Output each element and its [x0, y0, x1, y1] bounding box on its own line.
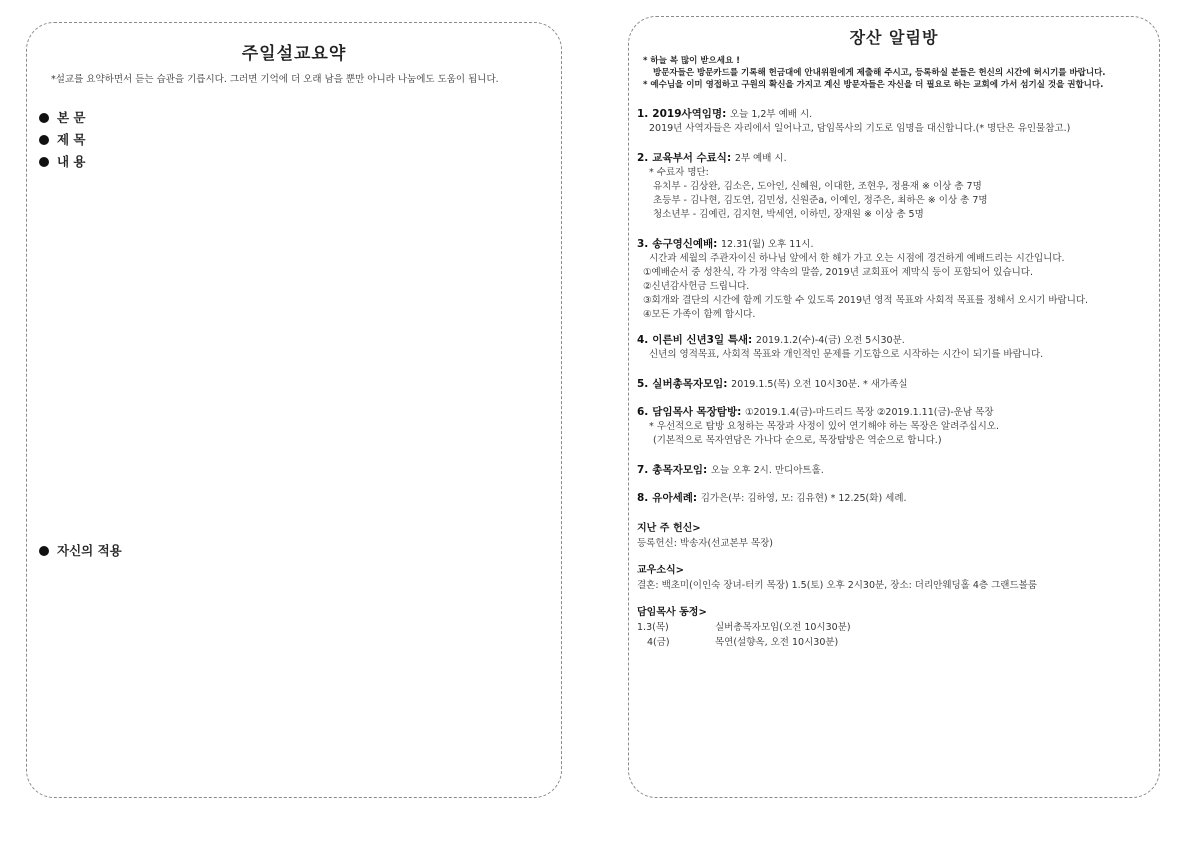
- bullet-dot-icon: [39, 113, 49, 123]
- offering-block: 지난 주 헌신> 등록헌신: 박송자(선교본부 목장): [637, 523, 773, 549]
- announcement-item: 3. 송구영신예배: 12.31(월) 오후 11시. 시간과 세월의 주관자이신 하나님 앞에서 한 해가 가고 오는 시점에 경건하게 예배드리는 시간입니다. ①예배순서 중 성찬식, 각 가정 약속의 말씀, 2019년 교회표어 제막식 등이 포함되어 있습니다. ②신년감사헌금 드립니다. ③회개와 결단의 시간에 함께 기도할 수 있도록 2019년 영적 목표와 사회적 목표를 정해서 오시기 바랍니다. ④모든 가족이 함께 합시다.: [637, 238, 1089, 320]
- bullet-application: 자신의 적용: [39, 541, 122, 559]
- bullet-dot-icon: [39, 135, 49, 145]
- announcement-item: 8. 유아세례: 김가은(부: 김하영, 모: 김유현) * 12.25(화) 세례.: [637, 492, 907, 504]
- bullet-scripture: 본 문: [39, 107, 86, 129]
- sermon-bullet-list: [39, 107, 86, 173]
- announcement-item: 6. 담임목사 목장탐방: ①2019.1.4(금)-마드리드 목장 ②2019.1.11(금)-운남 목장 * 우선적으로 탐방 요청하는 목장과 사정이 있어 연기해야 하는 목장은 알려주십시오. (기본적으로 목자연담은 가나다 순으로, 목장탐방은 역순으로 합니다.): [637, 406, 999, 446]
- sermon-summary-title: 주일설교요약: [241, 44, 347, 64]
- bullet-dot-icon: [39, 157, 49, 167]
- schedule-row: 4(금) 목연(설향옥, 오전 10시30분): [647, 637, 839, 648]
- announcement-item: 2. 교육부서 수료식: 2부 예배 시. * 수료자 명단: 유치부 - 김상완, 김소은, 도아인, 신혜원, 이대한, 조현우, 정용재 ※ 이상 총 7명 초등부 - 김나현, 김도연, 김민성, 신원준a, 이예인, 정주은, 최하은 ※ 이상 총 7명 청소년부 - 김예린, 김지현, 박세연, 이하민, 장재원 ※ 이상 총 5명: [637, 152, 988, 220]
- bullet-content: 내 용: [39, 151, 86, 173]
- announcement-item: 4. 이른비 신년3일 특새: 2019.1.2(수)-4(금) 오전 5시30분. 신년의 영적목표, 사회적 목표와 개인적인 문제를 기도함으로 시작하는 시간이 되기를 바랍니다.: [637, 334, 1044, 360]
- member-news-block: 교우소식> 결혼: 백초미(이인숙 장녀-터키 목장) 1.5(토) 오후 2시30분, 장소: 더리안웨딩홀 4층 그랜드볼룸: [637, 565, 1037, 591]
- bullet-title: 제 목: [39, 129, 86, 151]
- pastor-schedule-block: 담임목사 동정> 1.3(목) 실버총목자모임(오전 10시30분) 4(금) 목연(설향옥, 오전 10시30분): [637, 605, 1149, 650]
- sermon-summary-subtitle: *설교를 요약하면서 듣는 습관을 기릅시다. 그러면 기억에 더 오래 남을 뿐만 아니라 나눔에도 도움이 됩니다.: [51, 74, 499, 85]
- bullet-dot-icon: [39, 546, 49, 556]
- announcements-title: 장산 알림방: [849, 28, 939, 47]
- announcement-item: 1. 2019사역임명: 오늘 1,2부 예배 시. 2019년 사역자들은 자리에서 일어나고, 담임목사의 기도로 임명을 대신합니다.(* 명단은 유인물참고.): [637, 108, 1071, 134]
- announcement-item: 7. 총목자모임: 오늘 오후 2시. 만디아트홀.: [637, 464, 824, 476]
- visitor-notice: * 하늘 복 많이 받으세요 ! 방문자들은 방문카드를 기록해 헌금대에 안내위원에게 제출해 주시고, 등록하실 분들은 헌신의 시간에 허시기를 바랍니다. * 예수님을 이미 영접하고 구원의 확신을 가지고 계신 방문자들은 자신을 더 필요로 하는 교회에 가서 섬기실 것을 권합니다.: [643, 56, 1106, 90]
- announcement-item: 5. 실버총목자모임: 2019.1.5(목) 오전 10시30분. * 새가족실: [637, 378, 908, 390]
- schedule-row: 1.3(목) 실버총목자모임(오전 10시30분): [637, 622, 851, 633]
- announcements-panel: [628, 16, 1160, 798]
- sermon-summary-panel: [26, 22, 562, 798]
